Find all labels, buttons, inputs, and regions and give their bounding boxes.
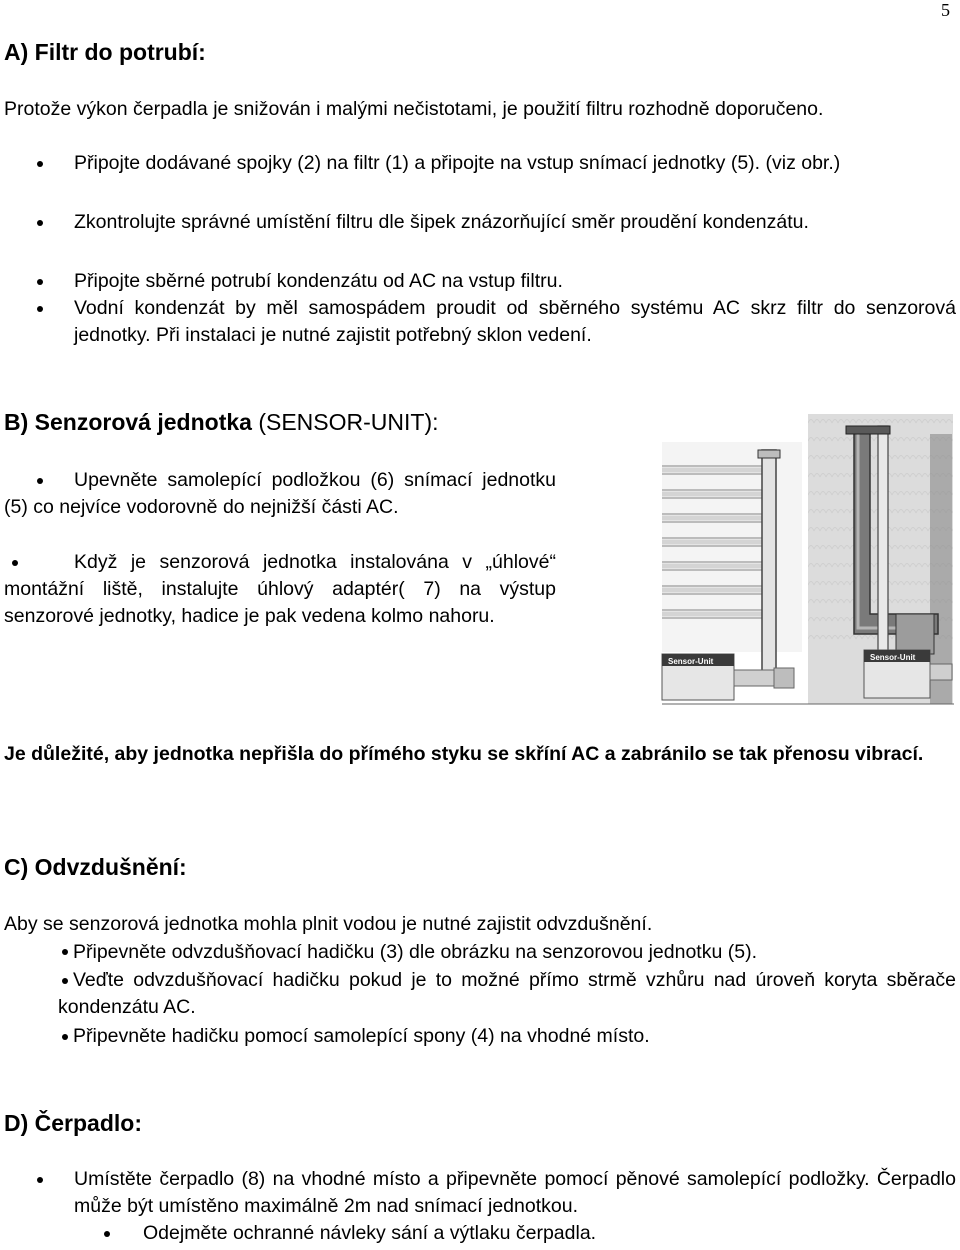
vibration-notice: Je důležité, aby jednotka nepřišla do přímého styku se skříní AC a zabránilo se tak přenosu vibrací. <box>4 743 924 765</box>
section-c-bullet: Připevněte hadičku pomocí samolepící spony (4) na vhodné místo. <box>73 1025 650 1047</box>
section-a-bullet: Zkontrolujte správné umístění filtru dle šipek znázorňující směr proudění kondenzátu. <box>74 211 809 233</box>
section-c-heading: C) Odvzdušnění: <box>4 854 187 880</box>
bullet-icon <box>62 1034 68 1040</box>
sensor-unit-label: Sensor-Unit <box>668 657 714 666</box>
page-number: 5 <box>941 0 950 20</box>
section-d-bullet: Umístěte čerpadlo (8) na vhodné místo a připevněte pomocí pěnové samolepící podložky. Čerpadlo může být umístěno maximálně 2m nad snímací jednotkou. <box>74 1168 956 1217</box>
bullet-icon <box>104 1231 110 1237</box>
section-c-intro: Aby se senzorová jednotka mohla plnit vodou je nutné zajistit odvzdušnění. <box>4 913 653 935</box>
section-b-bullet: Upevněte samolepící podložkou (6) snímací jednotku (5) co nejvíce vodorovně do nejnižší části AC. <box>4 469 556 518</box>
section-a-intro: Protože výkon čerpadla je snižován i malými nečistotami, je použití filtru rozhodně doporučeno. <box>4 98 824 120</box>
evaporator-tubes-left <box>662 470 774 614</box>
section-c-bullet: Veďte odvzdušňovací hadičku pokud je to možné přímo strmě vzhůru nad úroveň koryta sběrače kondenzátu AC. <box>58 969 956 1018</box>
bullet-icon <box>37 220 43 226</box>
section-a-bullet: Připojte sběrné potrubí kondenzátu od AC na vstup filtru. <box>74 270 563 292</box>
section-a-bullet: Připojte dodávané spojky (2) na filtr (1) a připojte na vstup snímací jednotky (5). (viz obr.) <box>74 152 841 174</box>
bullet-icon <box>37 161 43 167</box>
bullet-icon <box>62 949 68 955</box>
section-c-bullet: Připevněte odvzdušňovací hadičku (3) dle obrázku na senzorovou jednotku (5). <box>73 941 757 963</box>
section-b-heading: B) Senzorová jednotka (SENSOR-UNIT): <box>4 409 439 435</box>
sensor-unit-label: Sensor-Unit <box>870 653 916 662</box>
section-b-bullet: Když je senzorová jednotka instalována v „úhlové“ montážní liště, instalujte úhlový adaptér( 7) na výstup senzorové jednotky, hadice je pak vedena kolmo nahoru. <box>4 551 556 627</box>
bullet-icon <box>37 306 43 312</box>
sensor-unit-figure <box>658 414 958 710</box>
vent-pipe-right <box>878 426 888 656</box>
section-d-heading: D) Čerpadlo: <box>4 1110 142 1136</box>
bullet-icon <box>37 279 43 285</box>
section-d-sub-bullet: Odejměte ochranné návleky sání a výtlaku čerpadla. <box>143 1222 597 1244</box>
vent-pipe-left <box>762 450 776 680</box>
bullet-icon <box>37 1177 43 1183</box>
section-a-bullet: Vodní kondenzát by měl samospádem proudit od sběrného systému AC skrz filtr do senzorová jednotky. Při instalaci je nutné zajistit potřebný sklon vedení. <box>74 297 956 346</box>
section-a-heading: A) Filtr do potrubí: <box>4 39 206 65</box>
